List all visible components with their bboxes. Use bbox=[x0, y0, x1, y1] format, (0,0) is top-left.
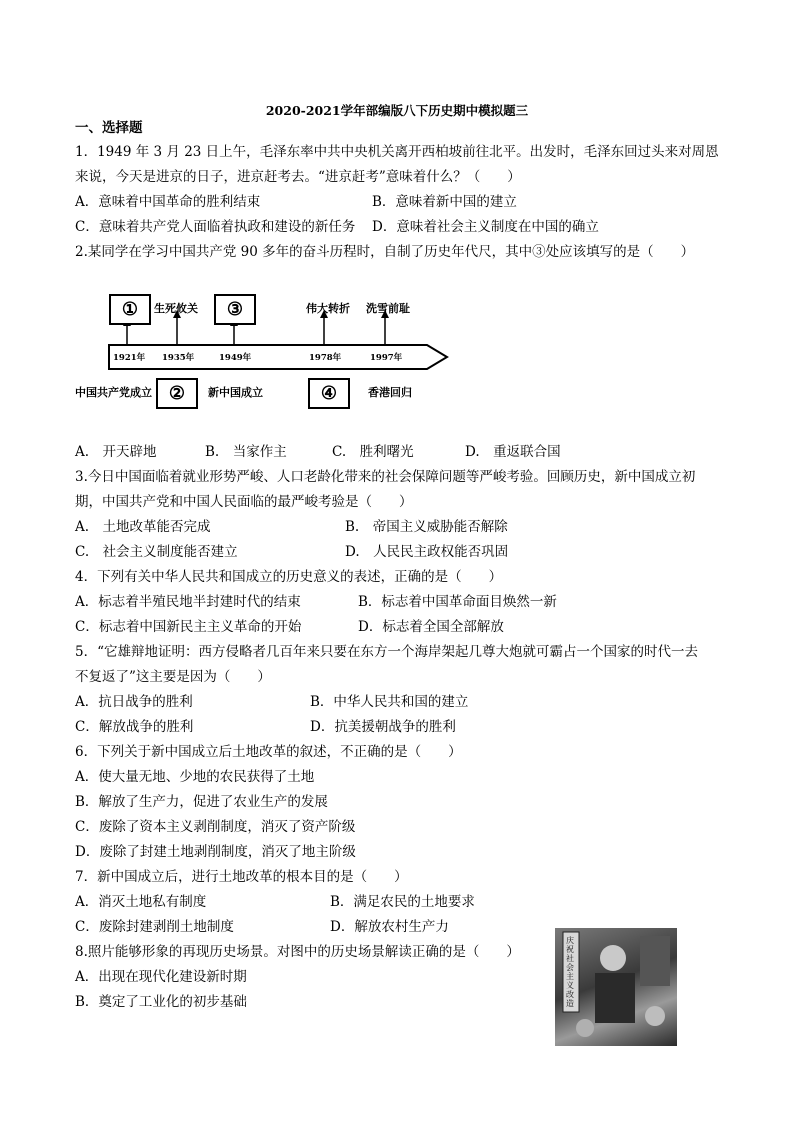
question-3-option-b: B. 帝国主义威胁能否解除 bbox=[345, 519, 508, 535]
question-7-stem: 7．新中国成立后，进行土地改革的根本目的是（ ） bbox=[75, 869, 408, 885]
timeline-box-4: ④ bbox=[308, 378, 350, 409]
question-3-option-c: C. 社会主义制度能否建立 bbox=[75, 544, 238, 560]
question-2-option-c: C. 胜利曙光 bbox=[332, 444, 414, 460]
question-2-stem: 2.某同学在学习中国共产党 90 多年的奋斗历程时，自制了历史年代尺，其中③处应该填写的是（ ） bbox=[75, 244, 695, 260]
question-2-option-b: B. 当家作主 bbox=[205, 444, 287, 460]
timeline-box-1: ① bbox=[109, 294, 151, 325]
timeline-year-1935: 1935年 bbox=[162, 353, 195, 363]
question-4-stem: 4．下列有关中华人民共和国成立的历史意义的表述，正确的是（ ） bbox=[75, 569, 503, 585]
question-4-option-a: A．标志着半殖民地半封建时代的结束 bbox=[75, 594, 301, 610]
timeline-label-1949: 新中国成立 bbox=[208, 386, 263, 399]
page-title: 2020-2021学年部编版八下历史期中模拟题三 bbox=[265, 103, 529, 118]
question-7-option-d: D．解放农村生产力 bbox=[330, 919, 449, 935]
question-1-stem-line1: 1．1949 年 3 月 23 日上午，毛泽东率中共中央机关离开西柏坡前往北平。出发时，毛泽东回过头来对周恩 bbox=[75, 144, 719, 160]
question-3-option-a: A. 土地改革能否完成 bbox=[75, 519, 211, 535]
question-4-option-d: D．标志着全国全部解放 bbox=[358, 619, 504, 635]
question-6-option-a: A．使大量无地、少地的农民获得了土地 bbox=[75, 769, 315, 785]
question-3-option-d: D. 人民民主政权能否巩固 bbox=[345, 544, 509, 560]
question-3-stem-line1: 3.今日中国面临着就业形势严峻、人口老龄化带来的社会保障问题等严峻考验。回顾历史，新中国成立初 bbox=[75, 469, 696, 485]
question-1-option-d: D．意味着社会主义制度在中国的确立 bbox=[372, 219, 599, 235]
timeline-year-1978: 1978年 bbox=[309, 353, 342, 363]
timeline-label-hk: 香港回归 bbox=[368, 386, 412, 399]
section-heading: 一、选择题 bbox=[75, 120, 143, 136]
timeline-label-1997: 洗雪前耻 bbox=[366, 302, 410, 315]
timeline-label-1935: 生死攸关 bbox=[154, 302, 198, 315]
question-4-option-b: B．标志着中国革命面目焕然一新 bbox=[358, 594, 557, 610]
question-5-option-d: D．抗美援朝战争的胜利 bbox=[310, 719, 456, 735]
question-4-option-c: C．标志着中国新民主主义革命的开始 bbox=[75, 619, 302, 635]
timeline-label-1978: 伟大转折 bbox=[306, 302, 350, 315]
question-3-stem-line2: 期，中国共产党和中国人民面临的最严峻考验是（ ） bbox=[75, 494, 413, 510]
timeline-year-1949: 1949年 bbox=[219, 353, 252, 363]
question-1-option-c: C．意味着共产党人面临着执政和建设的新任务 bbox=[75, 219, 356, 235]
timeline-box-3: ③ bbox=[214, 294, 256, 325]
question-5-option-a: A．抗日战争的胜利 bbox=[75, 694, 193, 710]
question-7-option-c: C．废除封建剥削土地制度 bbox=[75, 919, 234, 935]
question-1-option-b: B．意味着新中国的建立 bbox=[372, 194, 517, 210]
timeline-year-1921: 1921年 bbox=[113, 353, 146, 363]
timeline-year-1997: 1997年 bbox=[370, 353, 403, 363]
photo-banner-text: 庆祝社会主义改造 bbox=[566, 936, 574, 1008]
question-8-option-a: A．出现在现代化建设新时期 bbox=[75, 969, 247, 985]
question-6-stem: 6．下列关于新中国成立后土地改革的叙述，不正确的是（ ） bbox=[75, 744, 462, 760]
question-5-option-b: B．中华人民共和国的建立 bbox=[310, 694, 469, 710]
question-7-option-a: A．消灭土地私有制度 bbox=[75, 894, 207, 910]
question-1-option-a: A．意味着中国革命的胜利结束 bbox=[75, 194, 261, 210]
question-5-stem-line2: 不复返了”这主要是因为（ ） bbox=[75, 669, 271, 685]
timeline-label-1921: 中国共产党成立 bbox=[75, 386, 152, 399]
question-8-option-b: B．奠定了工业化的初步基础 bbox=[75, 994, 247, 1010]
question-7-option-b: B．满足农民的土地要求 bbox=[330, 894, 475, 910]
question-6-option-c: C．废除了资本主义剥削制度，消灭了资产阶级 bbox=[75, 819, 356, 835]
question-2-option-a: A. 开天辟地 bbox=[75, 444, 157, 460]
question-2-option-d: D. 重返联合国 bbox=[465, 444, 561, 460]
question-6-option-b: B．解放了生产力，促进了农业生产的发展 bbox=[75, 794, 328, 810]
question-8-stem: 8.照片能够形象的再现历史场景。对图中的历史场景解读正确的是（ ） bbox=[75, 944, 520, 960]
question-5-stem-line1: 5．“它雄辩地证明：西方侵略者几百年来只要在东方一个海岸架起几尊大炮就可霸占一个国家的时代一去 bbox=[75, 644, 698, 660]
historical-photo bbox=[555, 928, 677, 1046]
question-6-option-d: D．废除了封建土地剥削制度，消灭了地主阶级 bbox=[75, 844, 356, 860]
question-1-stem-line2: 来说，今天是进京的日子，进京赶考去。“进京赶考”意味着什么？（ ） bbox=[75, 169, 521, 185]
timeline-figure bbox=[72, 290, 472, 410]
question-5-option-c: C．解放战争的胜利 bbox=[75, 719, 194, 735]
timeline-box-2: ② bbox=[156, 378, 198, 409]
